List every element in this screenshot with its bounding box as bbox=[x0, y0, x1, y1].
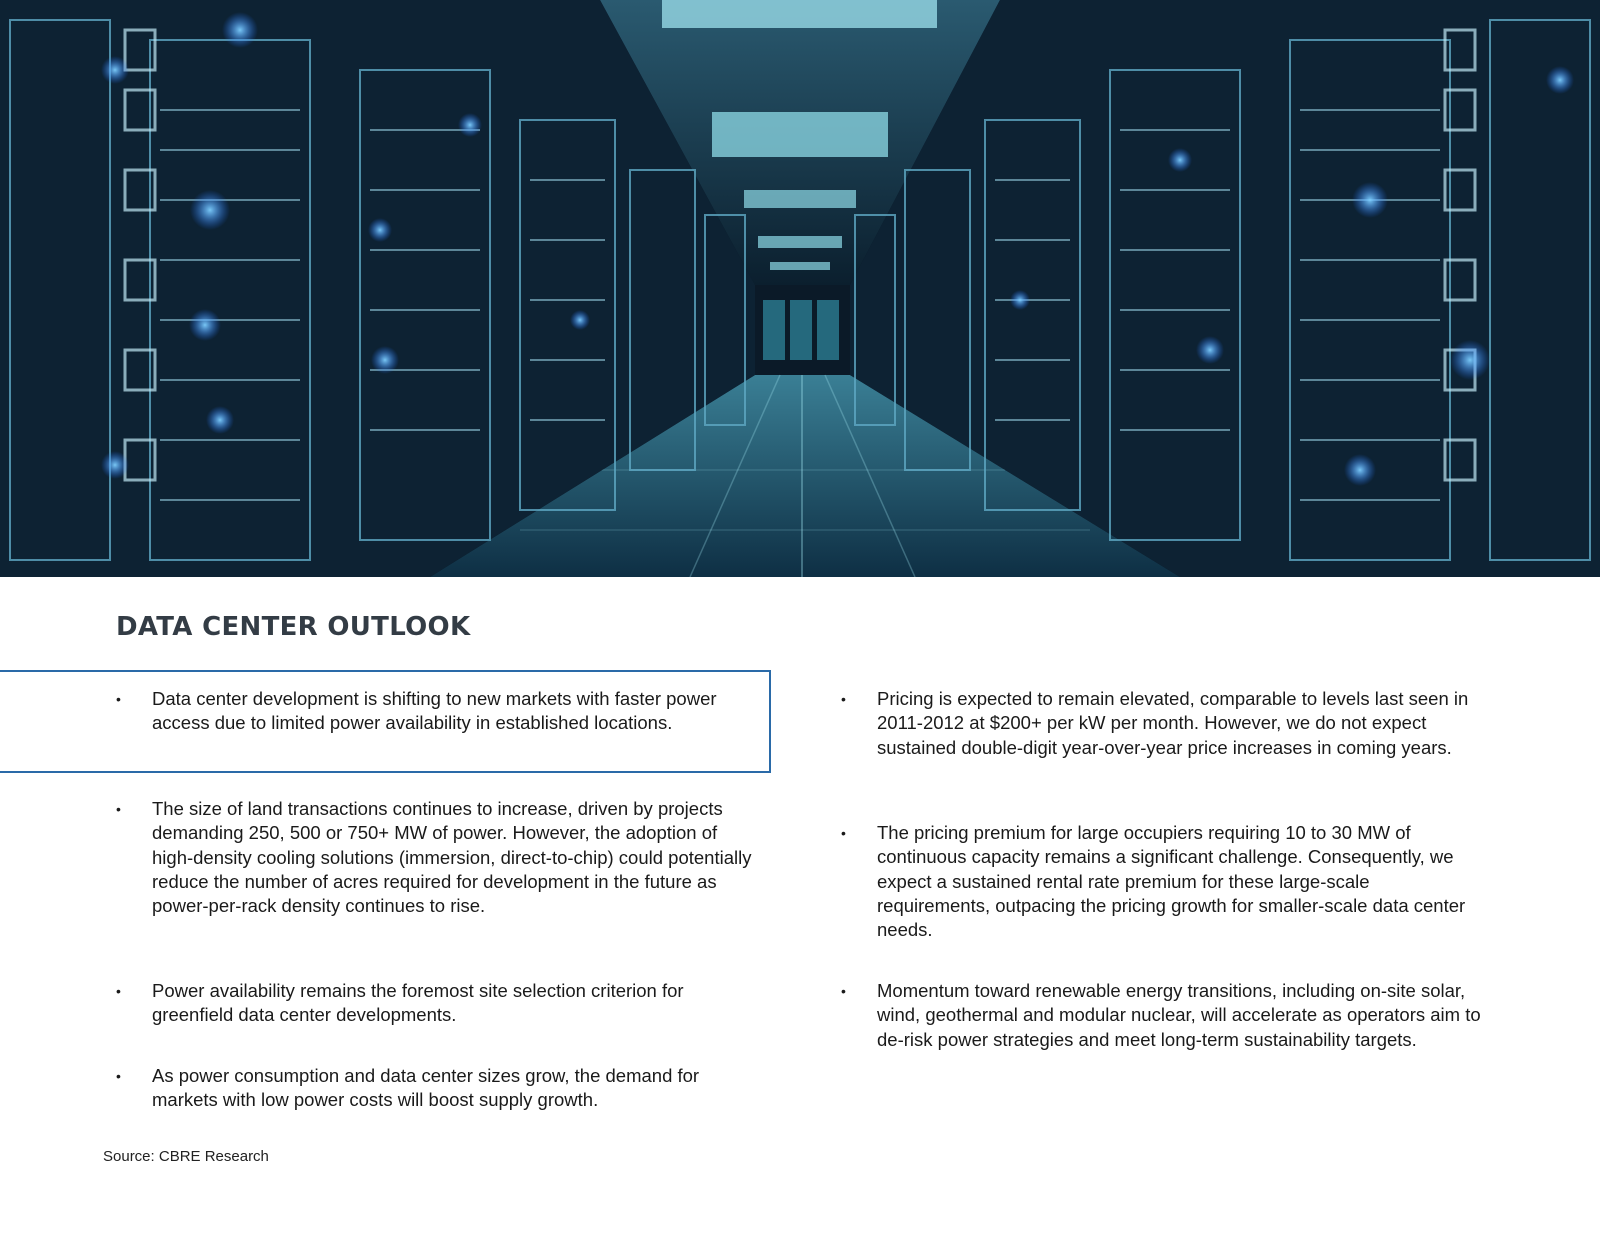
bullet-dot: • bbox=[116, 983, 121, 999]
bullet-item bbox=[116, 687, 760, 736]
bullet-text: Data center development is shifting to new markets with faster power access due to limited power availability in established locations. bbox=[152, 688, 717, 734]
bullet-item bbox=[116, 797, 760, 918]
bullet-text: Momentum toward renewable energy transitions, including on-site solar, wind, geothermal and modular nuclear, will accelerate as operators aim to de-risk power strategies and meet long-term sustainability targets. bbox=[877, 980, 1481, 1050]
bullet-dot: • bbox=[841, 983, 846, 999]
bullet-text: Pricing is expected to remain elevated, comparable to levels last seen in 2011-2012 at $200+ per kW per month. However, we do not expect sustained double-digit year-over-year price increases in coming years. bbox=[877, 688, 1469, 758]
bullet-dot: • bbox=[841, 825, 846, 841]
bullet-item bbox=[116, 979, 760, 1028]
server-aisle-illustration bbox=[0, 0, 1600, 577]
bullet-item bbox=[841, 979, 1485, 1052]
bullet-dot: • bbox=[841, 691, 846, 707]
hero-image bbox=[0, 0, 1600, 577]
section-title: DATA CENTER OUTLOOK bbox=[116, 612, 471, 642]
bullet-item bbox=[841, 687, 1485, 760]
bullet-text: Power availability remains the foremost site selection criterion for greenfield data center developments. bbox=[152, 980, 684, 1026]
bullet-dot: • bbox=[116, 691, 121, 707]
bullet-text: As power consumption and data center sizes grow, the demand for markets with low power costs will boost supply growth. bbox=[152, 1065, 700, 1111]
source-note: Source: CBRE Research bbox=[103, 1148, 269, 1165]
bullet-text: The size of land transactions continues to increase, driven by projects demanding 250, 500 or 750+ MW of power. However, the adoption of high-density cooling solutions (immersion, direct-to-chip) could potentially reduce the number of acres required for development in the future as power-per-rack density continues to rise. bbox=[152, 798, 752, 917]
bullet-item bbox=[116, 1064, 760, 1113]
bullet-dot: • bbox=[116, 1068, 121, 1084]
bullet-dot: • bbox=[116, 801, 121, 817]
bullet-item bbox=[841, 821, 1485, 942]
bullet-text: The pricing premium for large occupiers requiring 10 to 30 MW of continuous capacity remains a significant challenge. Consequently, we expect a sustained rental rate premium for these large-scale requirements, outpacing the pricing growth for smaller-scale data center needs. bbox=[877, 822, 1466, 941]
